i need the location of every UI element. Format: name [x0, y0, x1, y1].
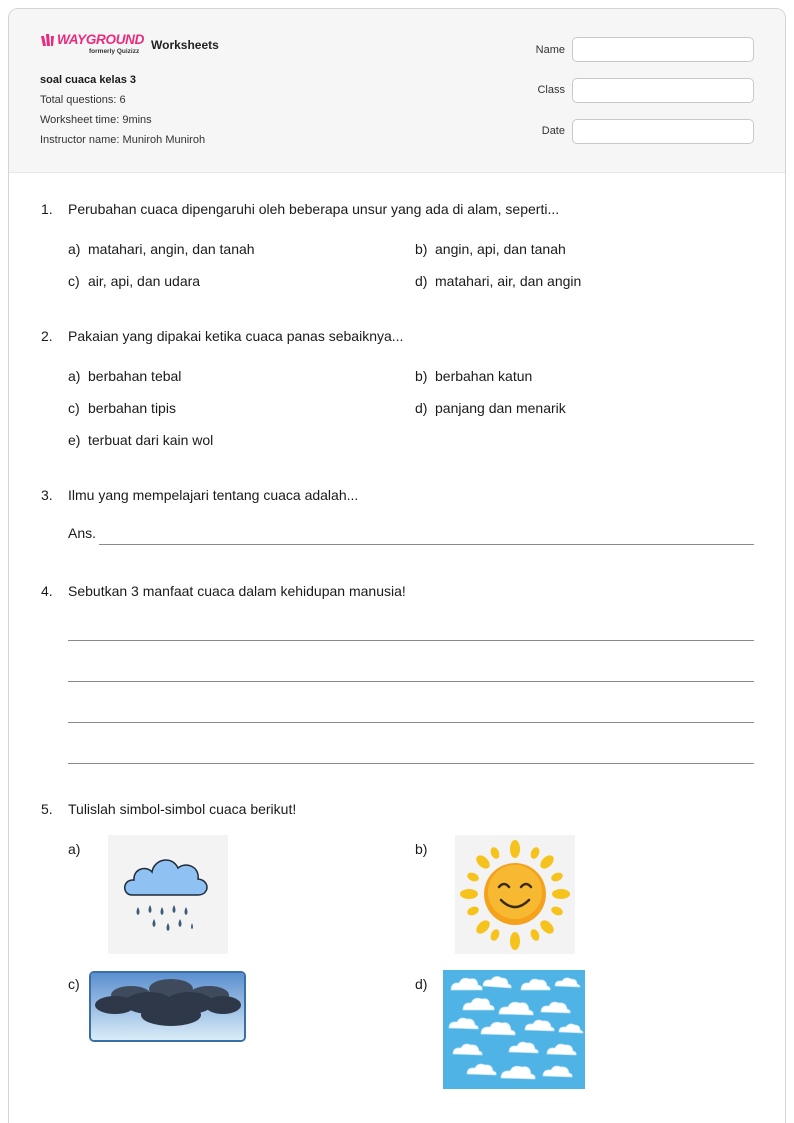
question-5-text: Tulislah simbol-simbol cuaca berikut! [68, 801, 297, 817]
name-field[interactable] [572, 37, 754, 62]
question-2-option-e[interactable]: e) terbuat dari kain wol [68, 432, 214, 448]
section-title: Worksheets [151, 38, 219, 52]
question-4-number: 4. [41, 583, 53, 599]
question-4-answer-line[interactable] [68, 640, 754, 641]
class-field[interactable] [572, 78, 754, 103]
worksheet-title: soal cuaca kelas 3 [40, 74, 137, 86]
worksheet-time: Worksheet time: 9mins [40, 114, 152, 126]
question-5-option-a-label: a) [68, 841, 81, 857]
date-label: Date [541, 125, 565, 137]
question-1-option-b[interactable]: b) angin, api, dan tanah [415, 241, 566, 257]
question-2-option-b[interactable]: b) berbahan katun [415, 368, 533, 384]
rain-cloud-icon [108, 835, 228, 954]
worksheet-page [8, 8, 786, 1123]
question-3-text: Ilmu yang mempelajari tentang cuaca adalah... [68, 487, 359, 503]
question-5-option-b-label: b) [415, 841, 428, 857]
smiling-sun-icon [455, 835, 575, 954]
total-questions: Total questions: 6 [40, 94, 126, 106]
question-2-option-c[interactable]: c) berbahan tipis [68, 400, 176, 416]
question-2-option-a[interactable]: a) berbahan tebal [68, 368, 182, 384]
date-field[interactable] [572, 119, 754, 144]
name-label: Name [535, 44, 565, 56]
question-2-number: 2. [41, 328, 53, 344]
dark-clouds-icon [89, 971, 246, 1042]
question-1-text: Perubahan cuaca dipengaruhi oleh beberapa unsur yang ada di alam, seperti... [68, 201, 560, 217]
question-3-answer-line[interactable] [99, 544, 754, 545]
question-5-option-c-label: c) [68, 976, 80, 992]
many-clouds-icon [443, 970, 585, 1089]
answer-label: Ans. [68, 525, 97, 541]
question-1-number: 1. [41, 201, 53, 217]
wayground-logo [40, 33, 144, 61]
worksheet-header [9, 9, 785, 173]
logo-mark-icon [40, 34, 58, 47]
question-4-answer-line[interactable] [68, 763, 754, 764]
question-1-option-c[interactable]: c) air, api, dan udara [68, 273, 201, 289]
question-2-option-d[interactable]: d) panjang dan menarik [415, 400, 566, 416]
question-1-option-d[interactable]: d) matahari, air, dan angin [415, 273, 582, 289]
question-3-number: 3. [41, 487, 53, 503]
question-1-option-a[interactable]: a) matahari, angin, dan tanah [68, 241, 255, 257]
question-5-option-d-label: d) [415, 976, 428, 992]
logo-wordmark: WAYGROUND [57, 32, 145, 47]
class-label: Class [537, 84, 565, 96]
question-4-answer-line[interactable] [68, 722, 754, 723]
instructor-name: Instructor name: Muniroh Muniroh [40, 134, 206, 146]
question-4-answer-line[interactable] [68, 681, 754, 682]
logo-subtitle: formerly Quizizz [89, 48, 140, 55]
question-5-number: 5. [41, 801, 53, 817]
question-2-text: Pakaian yang dipakai ketika cuaca panas sebaiknya... [68, 328, 404, 344]
question-4-text: Sebutkan 3 manfaat cuaca dalam kehidupan manusia! [68, 583, 406, 599]
